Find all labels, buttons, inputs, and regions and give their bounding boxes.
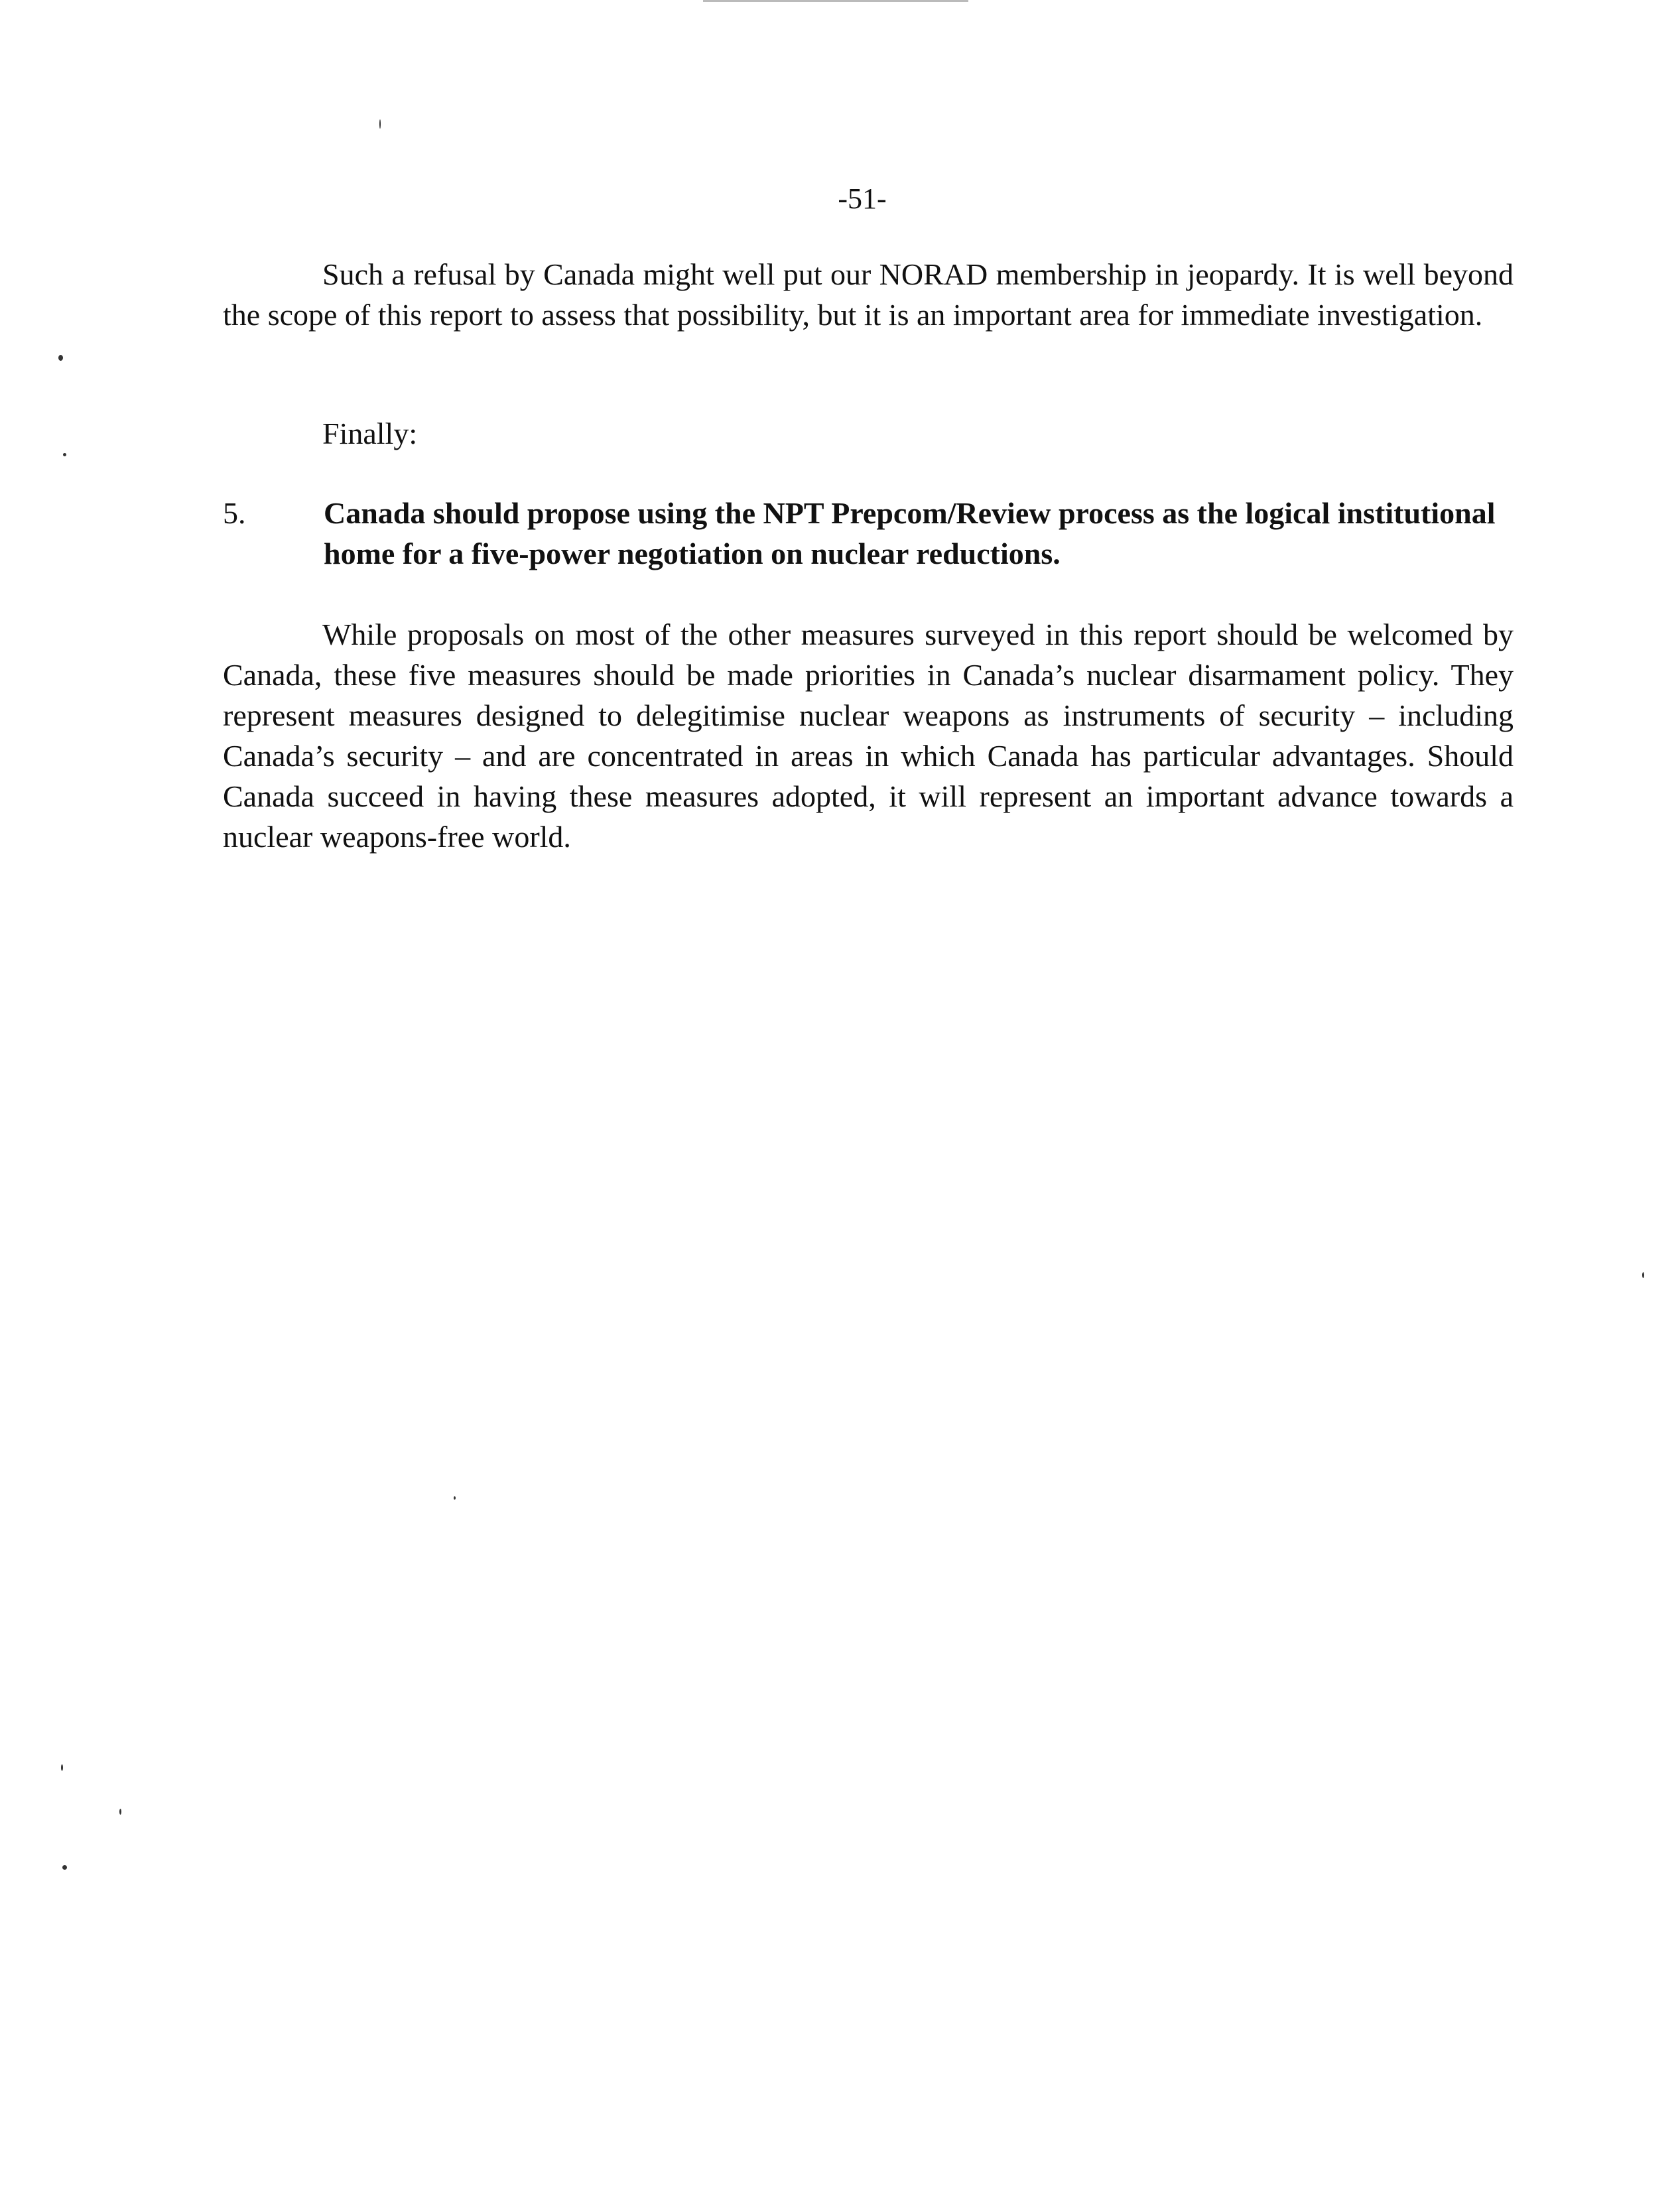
scan-speck	[119, 1809, 121, 1815]
paragraph-finally-text: Finally:	[322, 417, 418, 450]
scan-speck	[61, 1764, 63, 1771]
paragraph-conclusion	[223, 614, 1514, 857]
scan-speck	[703, 0, 968, 2]
scan-speck	[58, 355, 63, 361]
scan-speck	[379, 119, 381, 129]
paragraph-finally	[223, 413, 1514, 454]
paragraph-norad	[223, 254, 1514, 335]
recommendation-5	[223, 493, 1514, 574]
page-number: -51-	[838, 182, 887, 215]
scan-speck	[454, 1496, 456, 1500]
paragraph-conclusion-text: While proposals on most of the other measures surveyed in this report should be welcomed by Canada, these five measures should be made priorities in Canada’s nuclear disarmament policy. They represent measures designed to delegitimise nuclear weapons as instruments of security – including Canada’s security – and are concentrated in areas in which Canada has particular advantages. Should Canada succeed in having these measures adopted, it will represent an important advance towards a nuclear weapons-free world.	[223, 617, 1514, 854]
recommendation-number: 5.	[223, 496, 246, 530]
scan-speck	[62, 1865, 67, 1870]
recommendation-text: Canada should propose using the NPT Prepcom/Review process as the logical institutional home for a five-power negotiation on nuclear reductions.	[324, 496, 1496, 570]
paragraph-norad-text: Such a refusal by Canada might well put our NORAD membership in jeopardy. It is well beyond the scope of this report to assess that possibility, but it is an important area for immediate investigation.	[223, 257, 1514, 332]
scan-speck	[63, 453, 66, 456]
scan-speck	[1642, 1272, 1644, 1278]
